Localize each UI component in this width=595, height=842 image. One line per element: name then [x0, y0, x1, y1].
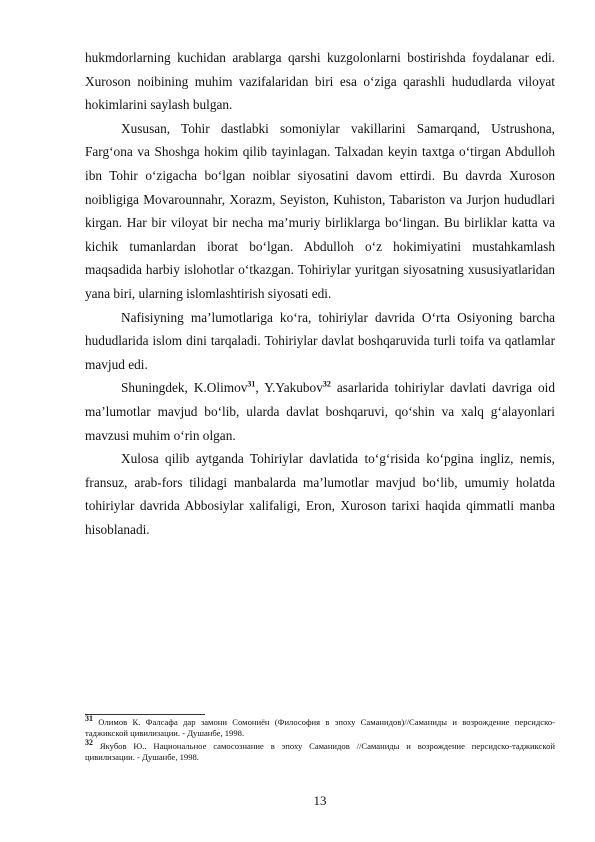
paragraph-4-part-c: asarlarida tohiriylar davlati davriga oid ma’lumotlar mavjud bo‘lib, ularda davlat boshqaruvi, qo‘shin va xalq g‘alayonlari mavzusi muhim o‘rin olgan. [85, 380, 555, 443]
footnote-ref-31[interactable]: 31 [247, 379, 256, 389]
footnote-31 [85, 714, 555, 740]
paragraph-4-part-b: , Y.Yakubov [255, 380, 323, 396]
paragraph-1: hukmdorlarning kuchidan arablarga qarshi kuzgolonlarni bostirishda foydalanar edi. Xuroson noibining muhim vazifalaridan biri esa o‘ziga qarashli hududlarda viloyat hokimlarini saylash bulgan. [85, 50, 555, 113]
paragraph-4-part-a: Shuningdek, K.Olimov [121, 380, 248, 396]
footnote-32 [85, 737, 555, 764]
paragraph-4 [85, 376, 555, 447]
footnote-text: Якубов Ю.. Национальное самосознание в эпоху Саманидов //Саманиды и возрождение персидско-таджикской цивилизации. - Душанбе, 1998. [85, 740, 555, 763]
footnote-ref-32[interactable]: 32 [322, 379, 331, 389]
footnote-text: Олимов К. Фалсафа дар замони Сомониён (Философия в эпоху Саманидов)//Саманиды и возрождение персидско-таджикской цивилизации. - Душанбе, 1998. [85, 717, 555, 739]
paragraph-3: Nafisiyning ma’lumotlariga ko‘ra, tohiriylar davrida O‘rta Osiyoning barcha hududlarida islom dini tarqaladi. Tohiriylar davlat boshqaruvida turli toifa va qatlamlar mavjud edi. [85, 309, 555, 372]
footnote-number: 32 [85, 737, 93, 747]
main-text [85, 46, 555, 541]
paragraph-5: Xulosa qilib aytganda Tohiriylar davlatida to‘g‘risida ko‘pgina ingliz, nemis, fransuz, arab-fors tilidagi manbalarda ma’lumotlar mavjud bo‘lib, umumiy holatda tohiriylar davrida Abbosiylar xalifaligi, Eron, Xuroson tarixi haqida qimmatli manba hisoblanadi. [85, 451, 555, 537]
footnote-number: 31 [85, 714, 93, 724]
footnotes [85, 714, 555, 765]
footnote-divider [85, 714, 205, 715]
paragraph-2: Xususan, Tohir dastlabki somoniylar vakillarini Samarqand, Ustrushona, Farg‘ona va Shoshga hokim qilib tayinlagan. Talxadan keyin taxtga o‘tirgan Abdulloh ibn Tohir o‘zigacha bo‘lgan noiblar siyosatini davom ettirdi. Bu davrda Xuroson noibligiga Movarounnahr, Xorazm, Seyiston, Kuhiston, Tabariston va Jurjon hududlari kirgan. Har bir viloyat bir necha ma’muriy birliklarga bo‘lingan. Bu birliklar katta va kichik tumanlardan iborat bo‘lgan. Abdulloh o‘z hokimiyatini mustahkamlash maqsadida harbiy islohotlar o‘tkazgan. Tohiriylar yuritgan siyosatning xususiyatlaridan yana biri, ularning islomlashtirish siyosati edi. [85, 120, 555, 301]
page-number: 13 [313, 793, 327, 808]
